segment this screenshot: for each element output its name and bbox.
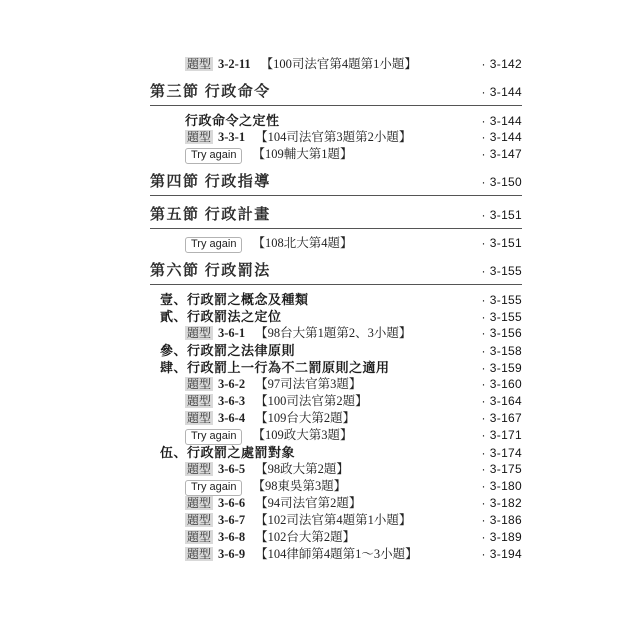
exercise-type-badge: 題型	[187, 411, 212, 425]
page-bullet: ·	[481, 377, 486, 391]
page-number-value: 3-174	[489, 446, 522, 460]
exam-source-label: 【109輔大第1題】	[252, 147, 353, 161]
exam-source-label: 【108北大第4題】	[252, 236, 353, 250]
try-again-badge: Try again	[185, 429, 242, 445]
toc-entry	[150, 512, 411, 529]
page-number-value: 3-150	[489, 175, 522, 189]
toc-entry	[150, 56, 417, 73]
page-bullet: ·	[481, 428, 486, 442]
exam-source-label: 【98政大第2題】	[255, 462, 349, 476]
page-number-value: 3-186	[489, 513, 522, 527]
toc-row-item	[150, 308, 522, 325]
page-number	[482, 376, 523, 393]
page-number-value: 3-158	[489, 344, 522, 358]
page-number-value: 3-155	[489, 310, 522, 324]
page-number	[482, 172, 523, 192]
toc-entry	[150, 478, 346, 496]
exercise-type-badge: 題型	[187, 496, 212, 510]
page-number-value: 3-147	[489, 147, 522, 161]
page-number-value: 3-151	[489, 208, 522, 222]
page-bullet: ·	[481, 175, 486, 189]
toc-row-exercise	[150, 546, 522, 563]
page-number-value: 3-155	[489, 293, 522, 307]
toc-row-exercise	[150, 461, 522, 478]
toc-row-section	[150, 172, 522, 196]
page-number-value: 3-167	[489, 411, 522, 425]
exam-source-label: 【104司法官第3題第2小題】	[255, 130, 412, 144]
exercise-code: 3-6-6	[218, 496, 246, 510]
page-number	[482, 410, 523, 427]
toc-row-tryagain	[150, 146, 522, 163]
toc-entry-label: 壹、行政罰之概念及種類	[160, 292, 309, 307]
toc-row-exercise	[150, 376, 522, 393]
page-bullet: ·	[481, 344, 486, 358]
toc-row-exercise	[150, 529, 522, 546]
page-number-value: 3-159	[489, 361, 522, 375]
page-number-value: 3-156	[489, 326, 522, 340]
try-again-badge: Try again	[185, 237, 242, 253]
page-number	[482, 360, 523, 377]
page-bullet: ·	[481, 547, 486, 561]
toc-row-exercise	[150, 56, 522, 73]
page-number	[482, 261, 523, 281]
exam-source-label: 【104律師第4題第1～3小題】	[255, 547, 418, 561]
page-bullet: ·	[481, 264, 486, 278]
toc-row-section	[150, 82, 522, 106]
toc-row-subtopic	[150, 112, 522, 129]
toc-entry	[150, 376, 361, 393]
toc-row-item	[150, 444, 522, 461]
page-number	[482, 529, 523, 546]
toc-row-tryagain	[150, 235, 522, 252]
exercise-type-badge: 題型	[187, 547, 212, 561]
exercise-type-badge: 題型	[187, 57, 212, 71]
page-number	[482, 495, 523, 512]
page-number	[482, 393, 523, 410]
page-bullet: ·	[481, 326, 486, 340]
exercise-type-badge: 題型	[187, 326, 212, 340]
page-bullet: ·	[481, 57, 486, 71]
page-number	[482, 56, 523, 73]
toc-entry-label: 參、行政罰之法律原則	[160, 343, 296, 358]
page-number	[482, 343, 523, 360]
page-bullet: ·	[481, 462, 486, 476]
toc-row-section	[150, 261, 522, 285]
page-bullet: ·	[481, 411, 486, 425]
toc-row-exercise	[150, 325, 522, 342]
exercise-type-badge: 題型	[187, 530, 212, 544]
exercise-type-badge: 題型	[187, 377, 212, 391]
page-number	[482, 205, 523, 225]
page-bullet: ·	[481, 361, 486, 375]
exam-source-label: 【98東吳第3題】	[252, 479, 347, 493]
page-number-value: 3-142	[489, 57, 522, 71]
exam-source-label: 【100司法官第2題】	[255, 394, 368, 408]
toc-row-exercise	[150, 410, 522, 427]
exercise-code: 3-6-1	[218, 326, 246, 340]
toc-row-section	[150, 205, 522, 229]
toc-entry	[150, 495, 361, 512]
page-bullet: ·	[481, 310, 486, 324]
exercise-type-badge: 題型	[187, 394, 212, 408]
page-number-value: 3-151	[489, 236, 522, 250]
exercise-code: 3-6-5	[218, 462, 246, 476]
toc-entry	[150, 146, 352, 164]
toc-entry-label: 伍、行政罰之處罰對象	[160, 445, 296, 460]
section-heading: 第五節 行政計畫	[150, 207, 271, 223]
page-bullet: ·	[481, 394, 486, 408]
toc-entry	[150, 393, 368, 410]
page-number-value: 3-144	[489, 114, 522, 128]
exercise-code: 3-6-8	[218, 530, 246, 544]
exam-source-label: 【102司法官第4題第1小題】	[255, 513, 412, 527]
toc-entry	[150, 325, 411, 342]
page-bullet: ·	[481, 530, 486, 544]
exam-source-label: 【100司法官第4題第1小題】	[260, 57, 417, 71]
page-number-value: 3-160	[489, 377, 522, 391]
exam-source-label: 【102台大第2題】	[255, 530, 356, 544]
page-bullet: ·	[481, 85, 486, 99]
page-number	[482, 445, 523, 462]
page-bullet: ·	[481, 236, 486, 250]
page-number	[482, 82, 523, 102]
toc-entry-label: 肆、行政罰上一行為不二罰原則之適用	[160, 360, 390, 375]
toc-entry	[150, 410, 355, 427]
toc-entry	[150, 529, 355, 546]
toc-row-tryagain	[150, 478, 522, 495]
exercise-code: 3-6-2	[218, 377, 246, 391]
page-number-value: 3-182	[489, 496, 522, 510]
exam-source-label: 【109台大第2題】	[255, 411, 356, 425]
page-number	[482, 478, 523, 495]
page-number-value: 3-155	[489, 264, 522, 278]
exercise-type-badge: 題型	[187, 462, 212, 476]
section-heading: 第四節 行政指導	[150, 174, 271, 190]
page-number	[482, 292, 523, 309]
page-bullet: ·	[481, 496, 486, 510]
exam-source-label: 【109政大第3題】	[252, 428, 353, 442]
page-number-value: 3-144	[489, 130, 522, 144]
section-heading: 第三節 行政命令	[150, 84, 271, 100]
exercise-code: 3-6-3	[218, 394, 246, 408]
exercise-code: 3-6-4	[218, 411, 246, 425]
page-bullet: ·	[481, 513, 486, 527]
page-number-value: 3-189	[489, 530, 522, 544]
exercise-code: 3-3-1	[218, 130, 246, 144]
exercise-type-badge: 題型	[187, 513, 212, 527]
toc-row-item	[150, 291, 522, 308]
toc-row-exercise	[150, 512, 522, 529]
page-bullet: ·	[481, 479, 486, 493]
toc-list	[150, 56, 522, 563]
page-number-value: 3-175	[489, 462, 522, 476]
toc-row-tryagain	[150, 427, 522, 444]
page-number-value: 3-194	[489, 547, 522, 561]
toc-entry-label: 貳、行政罰法之定位	[160, 309, 282, 324]
page-number	[482, 546, 523, 563]
page-number	[482, 235, 523, 252]
try-again-badge: Try again	[185, 148, 242, 164]
page-number	[482, 113, 523, 130]
exercise-code: 3-6-7	[218, 513, 246, 527]
page-bullet: ·	[481, 130, 486, 144]
page-bullet: ·	[481, 147, 486, 161]
page-bullet: ·	[481, 446, 486, 460]
exam-source-label: 【94司法官第2題】	[255, 496, 362, 510]
page-bullet: ·	[481, 114, 486, 128]
section-heading: 第六節 行政罰法	[150, 263, 271, 279]
page-number-value: 3-144	[489, 85, 522, 99]
exam-source-label: 【97司法官第3題】	[255, 377, 362, 391]
toc-entry	[150, 427, 352, 445]
toc-entry-label: 行政命令之定性	[185, 113, 280, 128]
page-number	[482, 146, 523, 163]
toc-row-exercise	[150, 129, 522, 146]
page-bullet: ·	[481, 208, 486, 222]
page-bullet: ·	[481, 293, 486, 307]
exam-source-label: 【98台大第1題第2、3小題】	[255, 326, 412, 340]
page-number-value: 3-180	[489, 479, 522, 493]
exercise-type-badge: 題型	[187, 130, 212, 144]
toc-row-item	[150, 359, 522, 376]
toc-row-exercise	[150, 393, 522, 410]
page-number-value: 3-171	[489, 428, 522, 442]
try-again-badge: Try again	[185, 480, 242, 496]
page-number	[482, 461, 523, 478]
toc-row-exercise	[150, 495, 522, 512]
toc-entry	[150, 129, 411, 146]
exercise-code: 3-2-11	[218, 57, 251, 71]
toc-row-item	[150, 342, 522, 359]
page-number	[482, 325, 523, 342]
toc-entry	[150, 546, 418, 563]
page-number	[482, 512, 523, 529]
toc-entry	[150, 461, 349, 478]
page-number-value: 3-164	[489, 394, 522, 408]
exercise-code: 3-6-9	[218, 547, 246, 561]
page-number	[482, 309, 523, 326]
page-number	[482, 427, 523, 444]
page-number	[482, 129, 523, 146]
toc-entry	[150, 235, 352, 253]
